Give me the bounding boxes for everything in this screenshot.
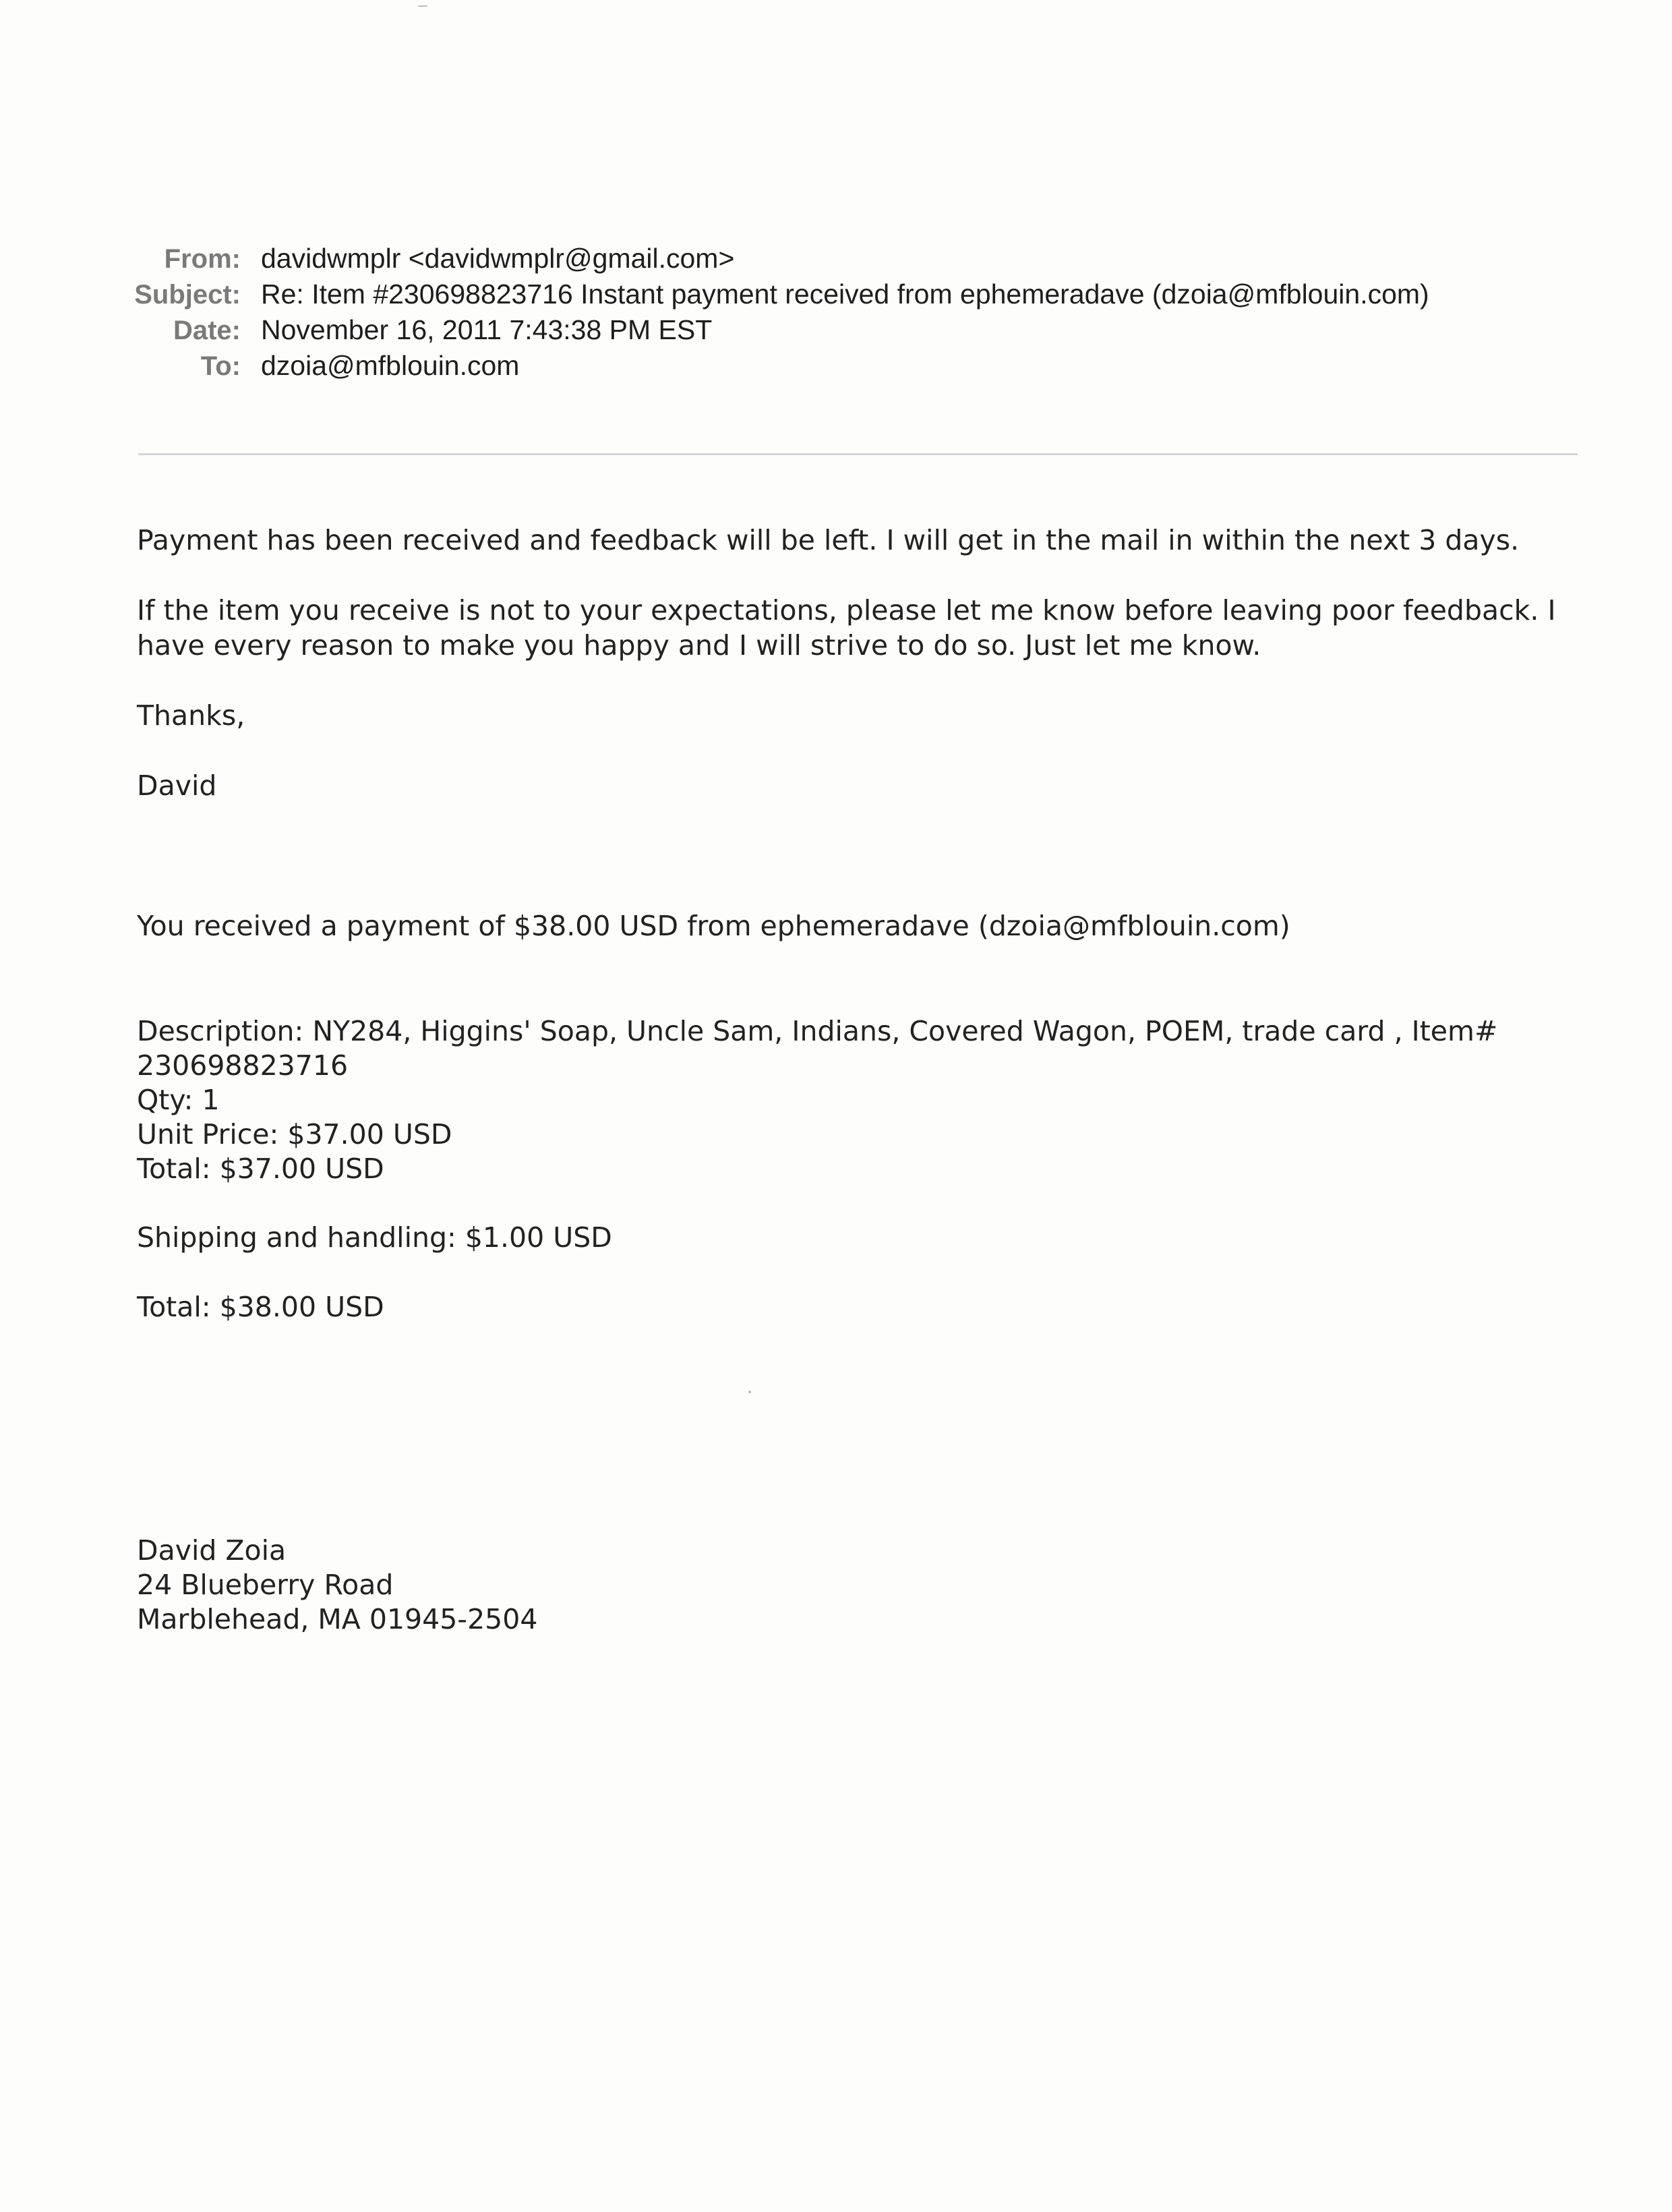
scan-speck [748, 1391, 751, 1393]
description-line-1: Description: NY284, Higgins' Soap, Uncle Sam, Indians, Covered Wagon, POEM, trade card , Item# [137, 1015, 1498, 1047]
grand-total-block [137, 1290, 1593, 1325]
address-name: David Zoia [137, 1534, 287, 1567]
subject-value: Re: Item #230698823716 Instant payment received from ephemeradave (dzoia@mfblouin.com) [261, 279, 1429, 310]
subject-label: Subject: [134, 280, 241, 310]
body-paragraph-2-line-2: have every reason to make you happy and I will strive to do so. Just let me know. [137, 629, 1261, 662]
shipping-block [137, 1221, 1593, 1255]
body-paragraph-2-line-1: If the item you receive is not to your expectations, please let me know before leaving poor feedback. I [137, 594, 1556, 627]
to-value: dzoia@mfblouin.com [261, 350, 520, 381]
description-line-2: 230698823716 [137, 1049, 349, 1082]
address-street: 24 Blueberry Road [137, 1569, 394, 1601]
header-date-row [101, 314, 1584, 350]
unit-price: Unit Price: $37.00 USD [137, 1118, 452, 1151]
payment-notice-block [137, 909, 1593, 943]
payment-notice: You received a payment of $38.00 USD from ephemeradave (dzoia@mfblouin.com) [137, 910, 1290, 942]
address-city: Marblehead, MA 01945-2504 [137, 1603, 538, 1635]
sender-address [137, 1534, 1593, 1637]
date-label: Date: [173, 316, 241, 345]
item-total: Total: $37.00 USD [137, 1153, 384, 1185]
grand-total: Total: $38.00 USD [137, 1291, 384, 1323]
header-divider [138, 453, 1578, 455]
quantity: Qty: 1 [137, 1084, 220, 1116]
from-value: davidwmplr <davidwmplr@gmail.com> [261, 243, 735, 274]
to-label: To: [200, 351, 241, 381]
header-to-row [101, 350, 1584, 386]
date-value: November 16, 2011 7:43:38 PM EST [261, 314, 713, 345]
body-paragraph-1: Payment has been received and feedback will be left. I will get in the mail in within the next 3 days. [137, 524, 1520, 556]
email-header [101, 243, 1584, 386]
scan-speck [418, 5, 427, 7]
shipping-handling: Shipping and handling: $1.00 USD [137, 1221, 612, 1254]
closing: Thanks, [137, 699, 245, 732]
header-subject-row [101, 279, 1584, 314]
signature: David [137, 769, 217, 802]
from-label: From: [164, 244, 241, 274]
message-body [137, 523, 1593, 803]
payment-details [137, 1014, 1593, 1186]
header-from-row [101, 243, 1584, 279]
